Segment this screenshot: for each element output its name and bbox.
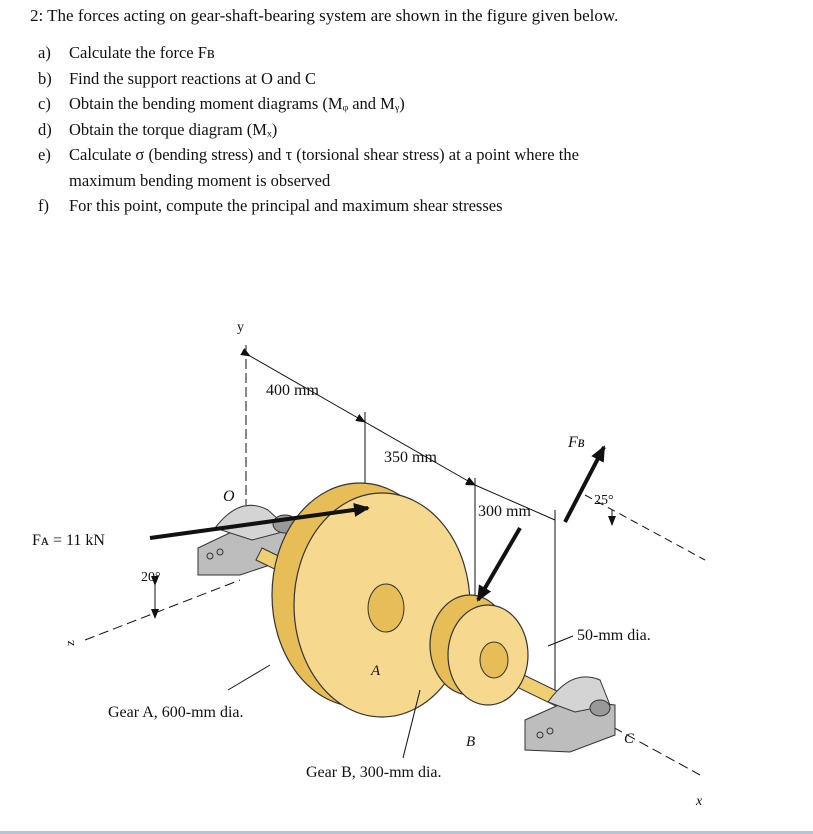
question-item — [38, 40, 579, 66]
axis-x-label: x — [696, 794, 703, 809]
shaft-dia-label: 50-mm dia. — [577, 627, 651, 644]
question-label: f) — [38, 196, 49, 215]
angle-20-label: 20° — [141, 570, 161, 585]
gear-shaft-figure — [0, 300, 813, 834]
question-label: a) — [38, 43, 51, 62]
question-text: For this point, compute the principal and maximum shear stresses — [69, 196, 503, 215]
gear-A-leader — [228, 665, 270, 690]
question-label: c) — [38, 94, 51, 113]
question-item — [38, 142, 579, 193]
axis-z-label: z — [62, 640, 77, 646]
question-text: Obtain the torque diagram (Mₓ) — [69, 119, 278, 139]
question-item — [38, 193, 579, 219]
question-label: b) — [38, 68, 52, 88]
question-text: Calculate the force Fʙ — [69, 43, 215, 62]
dimension-400-label: 400 mm — [266, 382, 319, 399]
question-list — [38, 40, 579, 219]
z-axis-line — [85, 580, 240, 640]
point-C-label: C — [624, 731, 635, 747]
axis-y-label: y — [237, 320, 244, 335]
question-item — [38, 91, 579, 117]
point-B-label: B — [466, 734, 476, 750]
dimension-300-label: 300 mm — [478, 503, 531, 520]
question-text-wrap — [69, 142, 579, 193]
point-A-label: A — [371, 663, 381, 679]
shaft-dia-leader — [548, 636, 573, 646]
gear-A-caption: Gear A, 600-mm dia. — [108, 704, 244, 721]
question-text: Obtain the bending moment diagrams (Mᵩ and Mᵧ) — [69, 94, 405, 113]
dimension-350-label: 350 mm — [384, 449, 437, 466]
gear-B — [430, 595, 528, 705]
gear-B-caption: Gear B, 300-mm dia. — [306, 764, 442, 781]
question-text: Find the support reactions at O and C — [69, 68, 317, 88]
question-item — [38, 117, 579, 143]
question-label: e) — [38, 145, 51, 164]
angle-25-label: 25° — [594, 493, 614, 508]
force-FB-arrow-upper — [565, 447, 604, 522]
point-O-label: O — [223, 488, 235, 505]
question-label: d) — [38, 119, 52, 139]
question-text: Calculate σ (bending stress) and τ (torsional shear stress) at a point where the — [69, 145, 579, 164]
problem-header: 2: The forces acting on gear-shaft-bearing system are shown in the figure given below. — [30, 6, 619, 25]
question-text-continued: maximum bending moment is observed — [69, 170, 331, 190]
force-FB-label: Fʙ — [568, 434, 585, 451]
force-FA-label: Fᴀ = 11 kN — [32, 532, 105, 549]
question-item — [38, 66, 579, 92]
force-FB-arrow-lower — [478, 528, 520, 600]
